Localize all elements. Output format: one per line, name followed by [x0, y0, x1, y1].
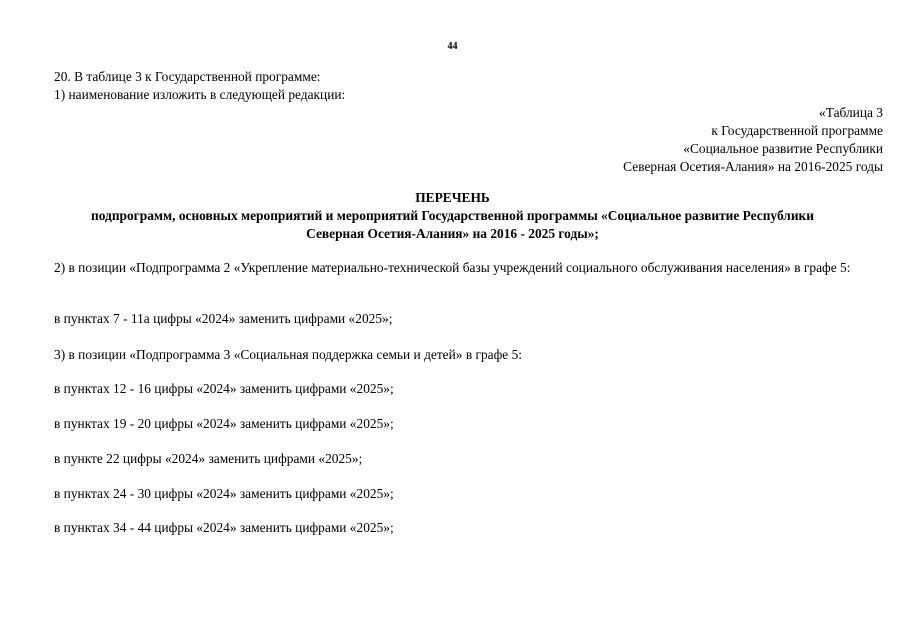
intro-line-2: 1) наименование изложить в следующей редакции: — [54, 87, 346, 102]
title-heading: ПЕРЕЧЕНЬ — [415, 190, 490, 205]
document-title — [20, 189, 885, 243]
paragraph-3-item-3: в пункте 22 цифры «2024» заменить цифрами «2025»; — [54, 451, 363, 466]
table-header-line-3: «Социальное развитие Республики — [683, 141, 883, 156]
table-header-line-1: «Таблица 3 — [819, 105, 883, 120]
page-number: 44 — [447, 41, 458, 52]
paragraph-3-item-2: в пунктах 19 - 20 цифры «2024» заменить цифрами «2025»; — [54, 416, 394, 431]
paragraph-2-item-1: в пунктах 7 - 11а цифры «2024» заменить цифрами «2025»; — [54, 311, 393, 326]
title-line-2: Северная Осетия-Алания» на 2016 - 2025 годы»; — [306, 226, 599, 241]
paragraph-3-item-1: в пунктах 12 - 16 цифры «2024» заменить цифрами «2025»; — [54, 381, 394, 396]
table-header-line-2: к Государственной программе — [711, 123, 883, 138]
paragraph-3-item-4: в пунктах 24 - 30 цифры «2024» заменить цифрами «2025»; — [54, 486, 394, 501]
paragraph-3: 3) в позиции «Подпрограмма 3 «Социальная поддержка семьи и детей» в графе 5: — [54, 347, 523, 362]
title-line-1: подпрограмм, основных мероприятий и мероприятий Государственной программы «Социальное развитие Республики — [91, 208, 814, 223]
paragraph-3-item-5: в пунктах 34 - 44 цифры «2024» заменить цифрами «2025»; — [54, 520, 394, 535]
table-header-line-4: Северная Осетия-Алания» на 2016-2025 годы — [623, 159, 883, 174]
table-header-right — [623, 104, 883, 176]
intro-line-1: 20. В таблице 3 к Государственной программе: — [54, 69, 321, 84]
paragraph-2: 2) в позиции «Подпрограмма 2 «Укрепление материально-технической базы учреждений социального обслуживания населения» в графе 5: — [54, 260, 851, 275]
